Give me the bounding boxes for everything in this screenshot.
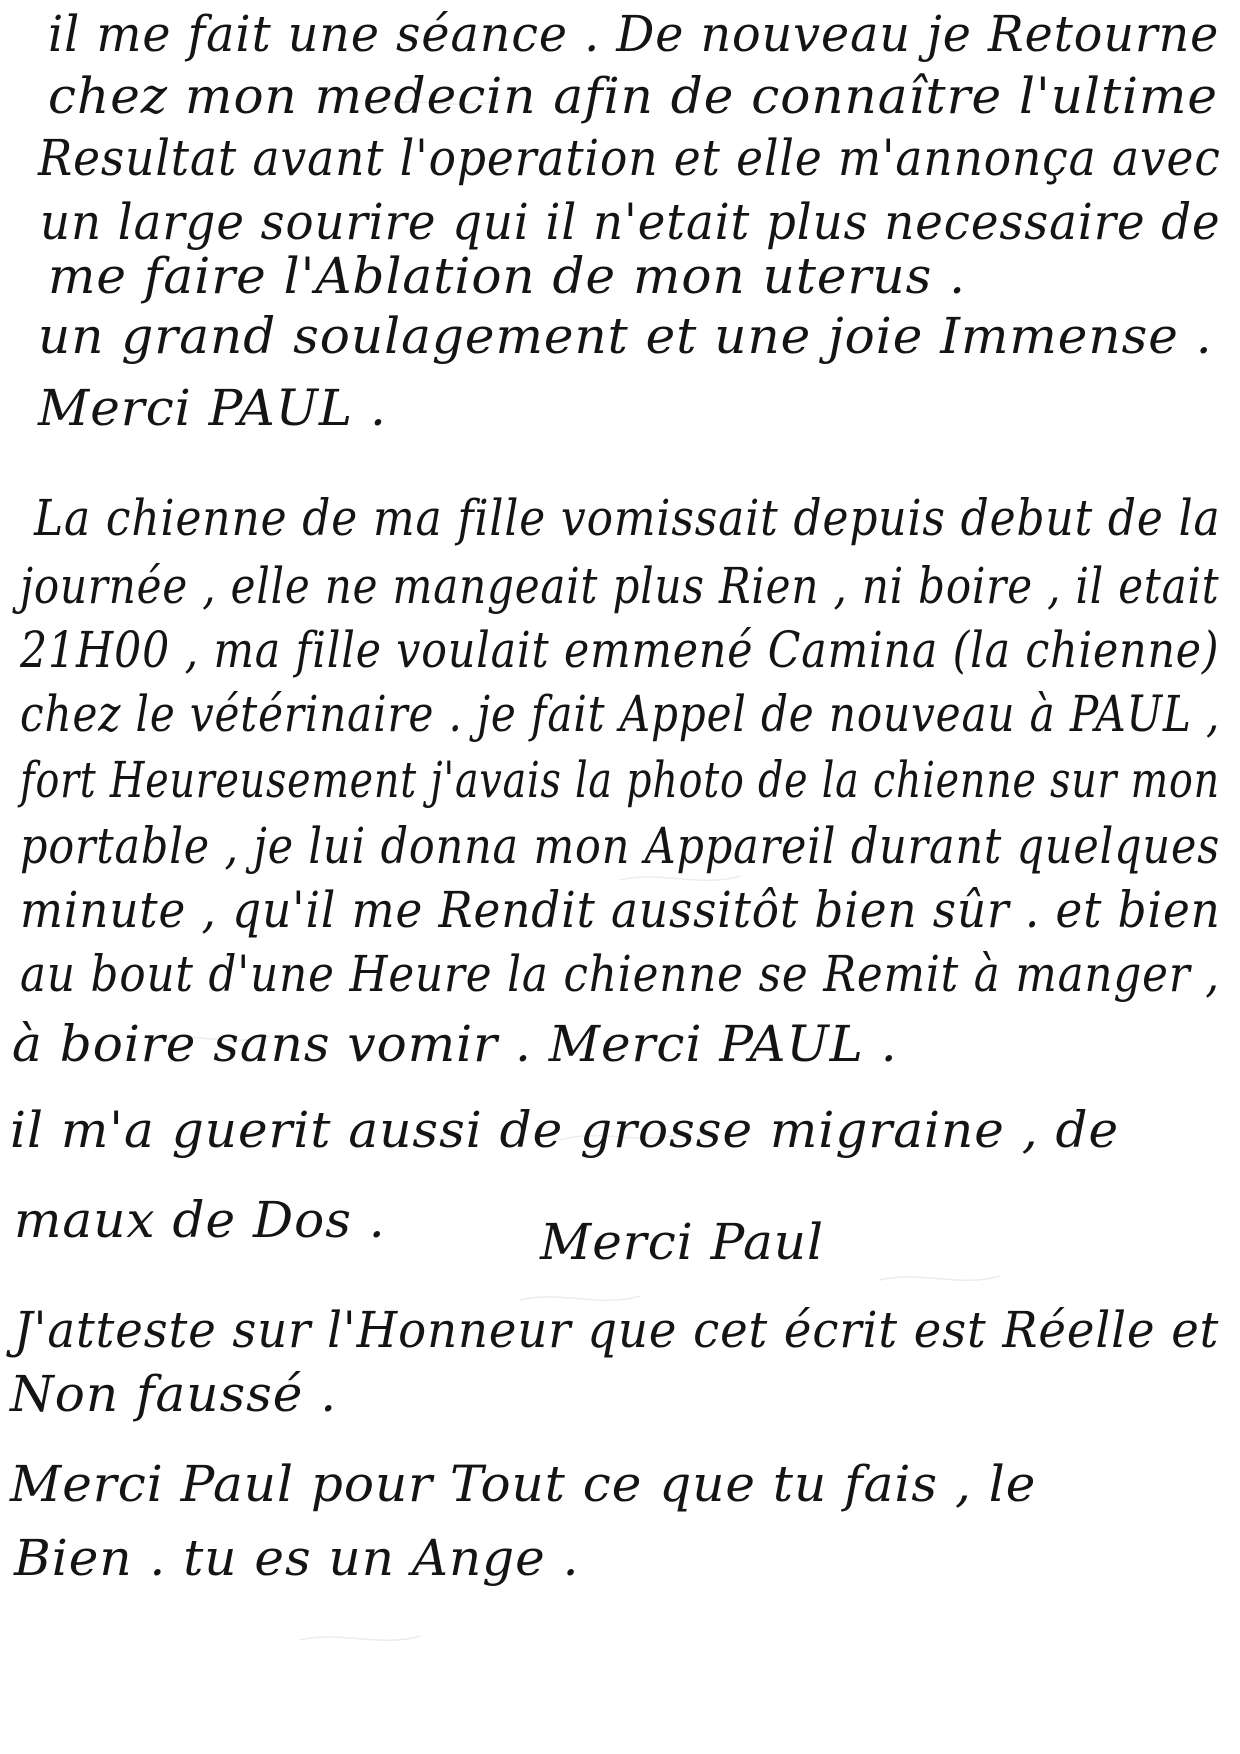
letter-line: journée , elle ne mangeait plus Rien , ni boire , il etait [20, 557, 1220, 615]
letter-line: chez le vétérinaire . je fait Appel de nouveau à PAUL , [20, 685, 1221, 743]
letter-line: 21H00 , ma fille voulait emmené Camina (la chienne) [20, 621, 1220, 679]
letter-line: à boire sans vomir . Merci PAUL . [12, 1015, 898, 1073]
letter-line: portable , je lui donna mon Appareil durant quelques [20, 817, 1221, 875]
letter-line: minute , qu'il me Rendit aussitôt bien sûr . et bien [20, 881, 1221, 939]
letter-line: il me fait une séance . De nouveau je Retourne [48, 5, 1220, 63]
letter-line: un grand soulagement et une joie Immense . [38, 307, 1213, 365]
letter-line: chez mon medecin afin de connaître l'ultime [48, 67, 1219, 125]
letter-line: La chienne de ma fille vomissait depuis debut de la [34, 489, 1221, 547]
letter-line: me faire l'Ablation de mon uterus . [48, 247, 967, 305]
closing-line: Merci Paul pour Tout ce que tu fais , le [10, 1455, 1037, 1513]
letter-line: Resultat avant l'operation et elle m'annonça avec [38, 129, 1221, 187]
letter-line: au bout d'une Heure la chienne se Remit à manger , [20, 945, 1221, 1003]
letter-line: fort Heureusement j'avais la photo de la chienne sur mon [20, 751, 1220, 809]
closing-line: Bien . tu es un Ange . [14, 1529, 580, 1587]
attestation-line: Non faussé . [10, 1365, 338, 1423]
letter-line: maux de Dos . [14, 1191, 386, 1249]
letter-line: il m'a guerit aussi de grosse migraine , de [10, 1101, 1120, 1159]
letter-line: Merci PAUL . [38, 379, 387, 437]
attestation-line: J'atteste sur l'Honneur que cet écrit est Réelle et [14, 1301, 1220, 1359]
letter-line: un large sourire qui il n'etait plus necessaire de [40, 193, 1221, 251]
thanks-line: Merci Paul [540, 1213, 824, 1271]
